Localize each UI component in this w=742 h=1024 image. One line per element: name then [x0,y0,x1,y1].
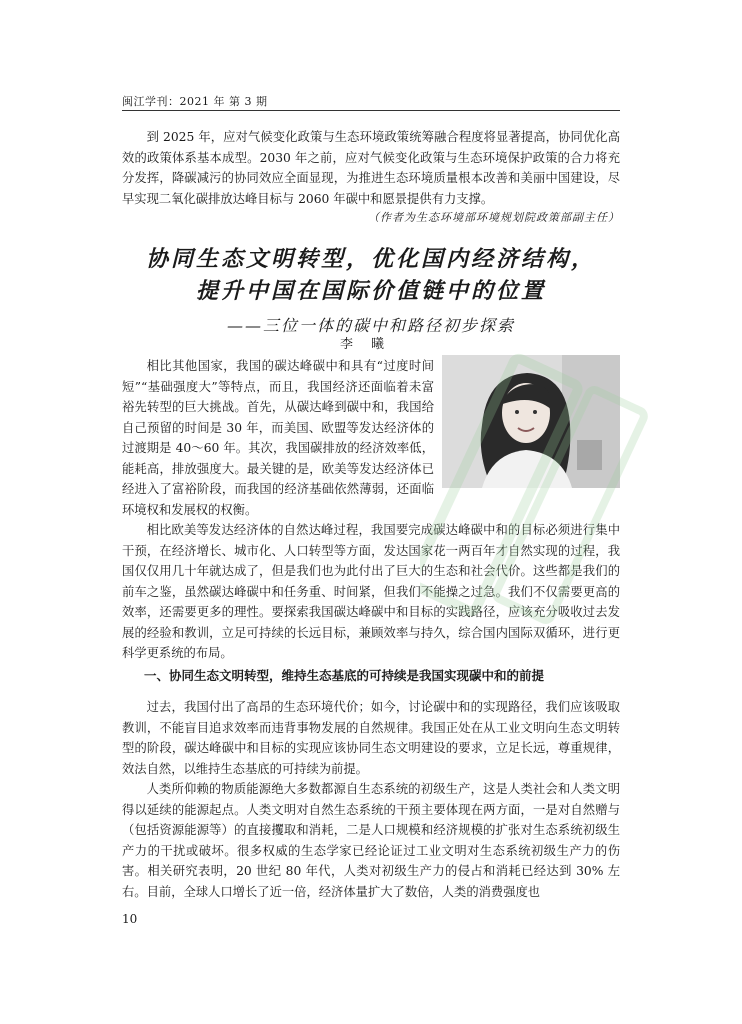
article-title-line-2: 提升中国在国际价值链中的位置 [195,278,546,304]
article-title [122,243,620,307]
full-width-paragraph [122,520,620,664]
paragraph-2: 相比欧美等发达经济体的自然达峰过程，我国要完成碳达峰碳中和的目标必须进行集中干预，在经济增长、城市化、人口转型等方面，发达国家花一两百年才自然实现的过程，我国仅仅用几十年就达成了，但是我们也为此付出了巨大的生态和社会代价。这些都是我们的前车之鉴，虽然碳达峰碳中和任务重、时间紧，但我们不能操之过急。我们不仅需要更高的效率，还需要更多的理性。要探索我国碳达峰碳中和目标的实践路径，应该充分吸收过去发展的经验和教训，立足可持续的长远目标，兼顾效率与持久，综合国内国际双循环，进行更科学更系统的布局。 [122,523,620,660]
paragraph-4: 人类所仰赖的物质能源绝大多数都源自生态系统的初级生产，这是人类社会和人类文明得以延续的能源起点。人类文明对自然生态系统的干预主要体现在两方面，一是对自然赠与（包括资源能源等）的直接攫取和消耗，二是人口规模和经济规模的扩张对生态系统初级生产力的干扰或破坏。很多权威的生态学家已经论证过工业文明对生态系统初级生产力的伤害。相关研究表明，20 世纪 80 年代，人类对初级生产力的侵占和消耗已经达到 30% 左右。目前，全球人口增长了近一倍，经济体量扩大了数倍，人类的消费强度也 [122,782,620,899]
section-1-heading: 一、协同生态文明转型，维持生态基底的可持续是我国实现碳中和的前提 [144,668,545,683]
two-column-paragraph [122,356,434,520]
author-portrait-image [442,355,620,488]
author-photo [442,355,620,488]
intro-paragraph: 到 2025 年，应对气候变化政策与生态环境政策统筹融合程度将显著提高，协同优化高效的政策体系基本成型。2030 年之前，应对气候变化政策与生态环境保护政策的合力将充分发挥，降碳减污的协同效应全面显现，为推进生态环境质量根本改善和美丽中国建设，尽早实现二氧化碳排放达峰目标与 2060 年碳中和愿景提供有力支撑。 [122,130,620,206]
article-author: 李曦 [339,337,402,352]
running-header: 闽江学刊：2021 年 第 3 期 [122,95,268,108]
previous-author-byline: （作者为生态环境部环境规划院政策部副主任） [368,211,620,224]
intro-section [122,127,620,209]
header-rule [122,110,620,111]
article-subtitle: ——三位一体的碳中和路径初步探索 [226,316,515,335]
paragraph-3: 过去，我国付出了高昂的生态环境代价；如今，讨论碳中和的实现路径，我们应该吸取教训，不能盲目追求效率而违背事物发展的自然规律。我国正处在从工业文明向生态文明转型的阶段，碳达峰碳中和目标的实现应该协同生态文明建设的要求，立足长远，尊重规律，效法自然，以维持生态基底的可持续为前提。 [122,700,620,776]
section-1-body [122,697,620,902]
article-title-line-1: 协同生态文明转型，优化国内经济结构， [145,246,596,272]
page-number: 10 [122,912,138,926]
paragraph-1: 相比其他国家，我国的碳达峰碳中和具有“过度时间短”“基础强度大”等特点，而且，我国经济还面临着未富裕先转型的巨大挑战。首先，从碳达峰到碳中和，我国给自己预留的时间是 30 年，而美国、欧盟等发达经济体的过渡期是 40～60 年。其次，我国碳排放的经济效率低，能耗高，排放强度大。最关键的是，欧美等发达经济体已经进入了富裕阶段，而我国的经济基础依然薄弱，还面临环境权和发展权的权衡。 [122,359,434,517]
